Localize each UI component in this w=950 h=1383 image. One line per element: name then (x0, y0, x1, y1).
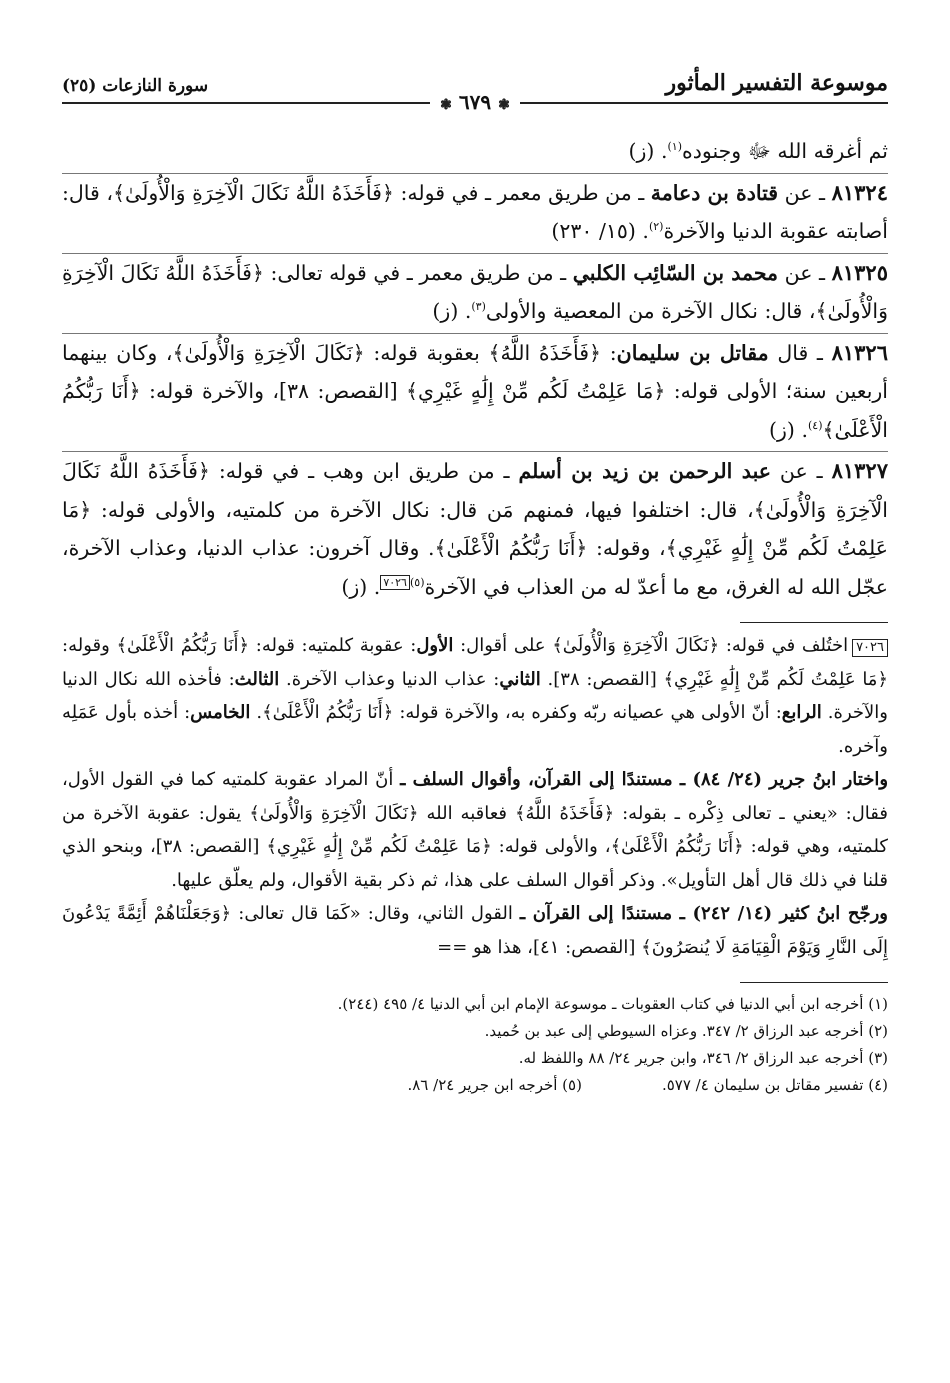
footnotes (62, 991, 888, 1099)
entry-81324: ٨١٣٢٤ ـ عن قتادة بن دعامة ـ من طريق معمر ـ في قوله: ﴿فَأَخَذَهُ اللَّهُ نَكَالَ الْآخِرَةِ وَالْأُولَىٰ﴾، قال: أصابته عقوبة الدنيا والآخرة$^{(٢)}$. (١٥/ ٢٣٠) (62, 173, 888, 251)
entry-continuation: ثم أغرقه الله ﷻ وجنوده$^{(١)}$. (ز) (628, 139, 888, 163)
book-page (62, 58, 888, 1358)
footnote-1: (١) أخرجه ابن أبي الدنيا في كتاب العقوبات ـ موسوعة الإمام ابن أبي الدنيا ٤/ ٤٩٥ (٢٤٤). (337, 995, 888, 1013)
commentary-para-2: واختار ابنُ جرير (٢٤/ ٨٤) ـ مستندًا إلى القرآن، وأقوال السلف ـ أنّ المراد عقوبة كلمتيه كما في القول الأول، فقال: «يعني ـ تعالى ذِكْره ـ بقوله: ﴿فَأَخَذَهُ اللَّهُ﴾ فعاقبه الله ﴿نَكَالَ الْآخِرَةِ وَالْأُولَىٰ﴾ يقول: عقوبة الآخرة من كلمتيه، وهي قوله: ﴿أَنَا رَبُّكُمُ الْأَعْلَىٰ﴾، والأولى قوله: ﴿مَا عَلِمْتُ لَكُم مِّنْ إِلَٰهٍ غَيْرِي﴾ [القصص: ٣٨]، وبنحو الذي قلنا في ذلك قال أهل التأويل». وذكر أقوال السلف على هذا، ثم ذكر بقية الأقوال، ولم يعلّق عليها. (62, 769, 889, 891)
commentary-block (62, 629, 888, 964)
surah-label: سورة النازعات (٢٥) (62, 76, 209, 96)
footnote-2: (٢) أخرجه عبد الرزاق ٢/ ٣٤٧. وعزاه السيوطي إلى عبد بن حُميد. (484, 1022, 888, 1040)
commentary-number-box: ٧٠٢٦ (852, 639, 888, 657)
page-number-wrap (62, 90, 888, 114)
book-title: موسوعة التفسير المأثور (665, 70, 888, 96)
entry-81327: ٨١٣٢٧ ـ عن عبد الرحمن بن زيد بن أسلم ـ من طريق ابن وهب ـ في قوله: ﴿فَأَخَذَهُ اللَّهُ نَكَالَ الْآخِرَةِ وَالْأُولَىٰ﴾، قال: اختلفوا فيها، فمنهم مَن قال: نكال الآخرة من كلمتيه، والأولى قوله: ﴿مَا عَلِمْتُ لَكُم مِّنْ إِلَٰهٍ غَيْرِي﴾، وقوله: ﴿أَنَا رَبُّكُمُ الْأَعْلَىٰ﴾. وقال آخرون: عذاب الدنيا، وعذاب الآخرة، عجّل الله له الغرق، مع ما أعدّ له من العذاب في الآخرة$^{(٥)}$٧٠٢٦. (ز) (62, 451, 888, 606)
footnote-row (62, 1072, 888, 1099)
page-number: ❃ ٦٧٩ ❃ (430, 90, 520, 114)
ornament-icon: ❃ (498, 97, 510, 113)
entry-81325: ٨١٣٢٥ ـ عن محمد بن السّائِب الكلبي ـ من طريق معمر ـ في قوله تعالى: ﴿فَأَخَذَهُ اللَّهُ نَكَالَ الْآخِرَةِ وَالْأُولَىٰ﴾، قال: نكال الآخرة من المعصية والأولى$^{(٣)}$. (ز) (62, 253, 888, 331)
running-header (62, 58, 888, 114)
main-text (62, 132, 888, 606)
footnote-4: (٤) تفسير مقاتل بن سليمان ٤/ ٥٧٧. (661, 1076, 888, 1094)
divider (740, 622, 888, 623)
footnote-3: (٣) أخرجه عبد الرزاق ٢/ ٣٤٦، وابن جرير ٢٤/ ٨٨ واللفظ له. (518, 1049, 888, 1067)
commentary-ref-box: ٧٠٢٦ (380, 575, 410, 590)
ornament-icon: ❃ (440, 97, 452, 113)
commentary-para-1: ٧٠٢٦اختُلف في قوله: ﴿نَكَالَ الْآخِرَةِ وَالْأُولَىٰ﴾ على أقوال: الأول: عقوبة كلمتيه: قوله: ﴿أَنَا رَبُّكُمُ الْأَعْلَىٰ﴾ وقوله: ﴿مَا عَلِمْتُ لَكُم مِّنْ إِلَٰهٍ غَيْرِي﴾ [القصص: ٣٨]. الثاني: عذاب الدنيا وعذاب الآخرة. الثالث: فأخذه الله نكال الدنيا والآخرة. الرابع: أنّ الأولى هي عصيانه ربّه وكفره به، والآخرة قوله: ﴿أَنَا رَبُّكُمُ الْأَعْلَىٰ﴾. الخامس: أخذه بأول عَمَلِه وآخره. (62, 635, 888, 757)
footnote-divider (740, 982, 888, 983)
footnote-5: (٥) أخرجه ابن جرير ٢٤/ ٨٦. (407, 1076, 582, 1094)
commentary-para-3: ورجّح ابنُ كثير (١٤/ ٢٤٢) ـ مستندًا إلى القرآن ـ القول الثاني، وقال: «كَمَا قال تعالى: ﴿وَجَعَلْنَاهُمْ أَئِمَّةً يَدْعُونَ إِلَى النَّارِ وَيَوْمَ الْقِيَامَةِ لَا يُنصَرُونَ﴾ [القصص: ٤١]، هذا هو == (62, 903, 888, 958)
entry-81326: ٨١٣٢٦ ـ قال مقاتل بن سليمان: ﴿فَأَخَذَهُ اللَّهُ﴾ بعقوبة قوله: ﴿نَكَالَ الْآخِرَةِ وَالْأُولَىٰ﴾، وكان بينهما أربعين سنة؛ الأولى قوله: ﴿مَا عَلِمْتُ لَكُم مِّنْ إِلَٰهٍ غَيْرِي﴾ [القصص: ٣٨]، والآخرة قوله: ﴿أَنَا رَبُّكُمُ الْأَعْلَىٰ﴾$^{(٤)}$. (ز) (62, 333, 888, 450)
